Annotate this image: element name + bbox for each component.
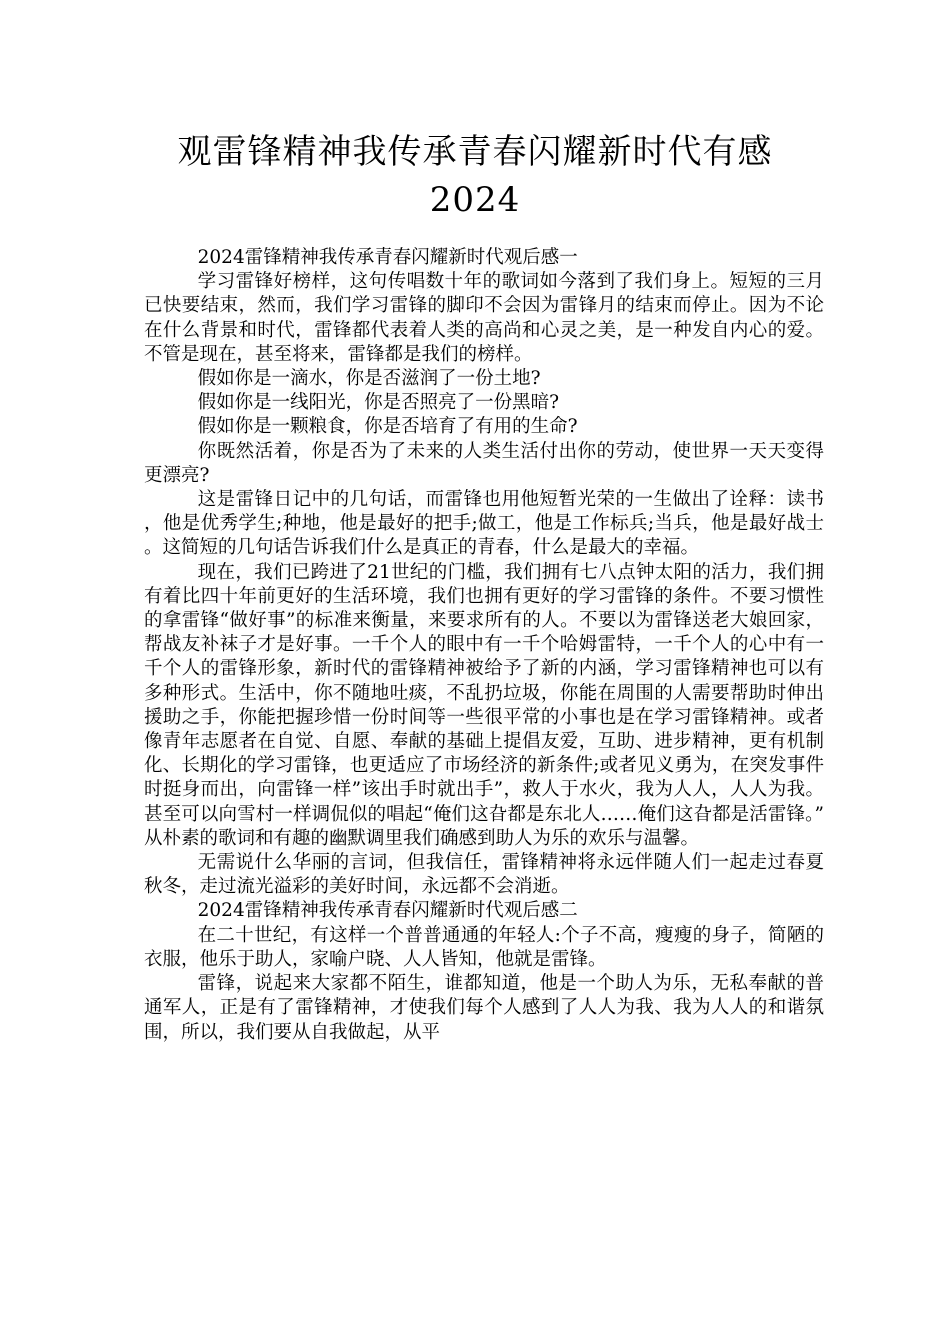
section-heading-two: 2024雷锋精神我传承青春闪耀新时代观后感二 bbox=[197, 900, 578, 922]
document-title bbox=[0, 128, 950, 224]
paragraph: 这是雷锋日记中的几句话，而雷锋也用他短暂光荣的一生做出了诠释：读书，他是优秀学生;种地，他是最好的把手;做工，他是工作标兵;当兵，他是最好战士。这简短的几句话告诉我们什么是真正的青春，什么是最大的幸福。 bbox=[144, 489, 824, 559]
document-body bbox=[144, 246, 824, 1045]
paragraph: 学习雷锋好榜样，这句传唱数十年的歌词如今落到了我们身上。短短的三月已快要结束，然而，我们学习雷锋的脚印不会因为雷锋月的结束而停止。因为不论在什么背景和时代，雷锋都代表着人类的高尚和心灵之美，是一种发自内心的爱。不管是现在，甚至将来，雷锋都是我们的榜样。 bbox=[144, 271, 824, 365]
section-heading-one: 2024雷锋精神我传承青春闪耀新时代观后感一 bbox=[197, 247, 578, 268]
title-line-year: 2024 bbox=[429, 180, 521, 220]
paragraph: 你既然活着，你是否为了未来的人类生活付出你的劳动，使世界一天天变得更漂亮? bbox=[144, 440, 824, 486]
paragraph: 假如你是一线阳光，你是否照亮了一份黑暗? bbox=[197, 392, 560, 414]
paragraph: 在二十世纪，有这样一个普普通通的年轻人:个子不高，瘦瘦的身子，简陋的衣服，他乐于助人，家喻户晓、人人皆知，他就是雷锋。 bbox=[144, 924, 824, 970]
paragraph: 无需说什么华丽的言词，但我信任，雷锋精神将永远伴随人们一起走过春夏秋冬，走过流光溢彩的美好时间，永远都不会消逝。 bbox=[144, 852, 824, 898]
title-line-main: 观雷锋精神我传承青春闪耀新时代有感 bbox=[177, 132, 773, 172]
paragraph: 雷锋，说起来大家都不陌生，谁都知道，他是一个助人为乐，无私奉献的普通军人，正是有了雷锋精神，才使我们每个人感到了人人为我、我为人人的和谐氛围，所以，我们要从自我做起，从平 bbox=[144, 973, 824, 1043]
paragraph: 假如你是一滴水，你是否滋润了一份土地? bbox=[197, 368, 541, 390]
paragraph: 现在，我们已跨进了21世纪的门槛，我们拥有七八点钟太阳的活力，我们拥有着比四十年前更好的生活环境，我们也拥有更好的学习雷锋的条件。不要习惯性的拿雷锋“做好事”的标准来衡量，来要求所有的人。不要以为雷锋送老大娘回家，帮战友补袜子才是好事。一千个人的眼中有一千个哈姆雷特，一千个人的心中有一千个人的雷锋形象，新时代的雷锋精神被给予了新的内涵，学习雷锋精神也可以有多种形式。生活中，你不随地吐痰，不乱扔垃圾，你能在周围的人需要帮助时伸出援助之手，你能把握珍惜一份时间等一些很平常的小事也是在学习雷锋精神。或者像青年志愿者在自觉、自愿、奉献的基础上提倡友爱，互助、进步精神，更有机制化、长期化的学习雷锋，也更适应了市场经济的新条件;或者见义勇为，在突发事件时挺身而出，向雷锋一样”该出手时就出手”，救人于水火，我为人人，人人为我。甚至可以向雪村一样调侃似的唱起“俺们这旮都是东北人……俺们这旮都是活雷锋。”从朴素的歌词和有趣的幽默调里我们确感到助人为乐的欢乐与温馨。 bbox=[144, 561, 824, 849]
paragraph: 假如你是一颗粮食，你是否培育了有用的生命? bbox=[197, 416, 578, 438]
